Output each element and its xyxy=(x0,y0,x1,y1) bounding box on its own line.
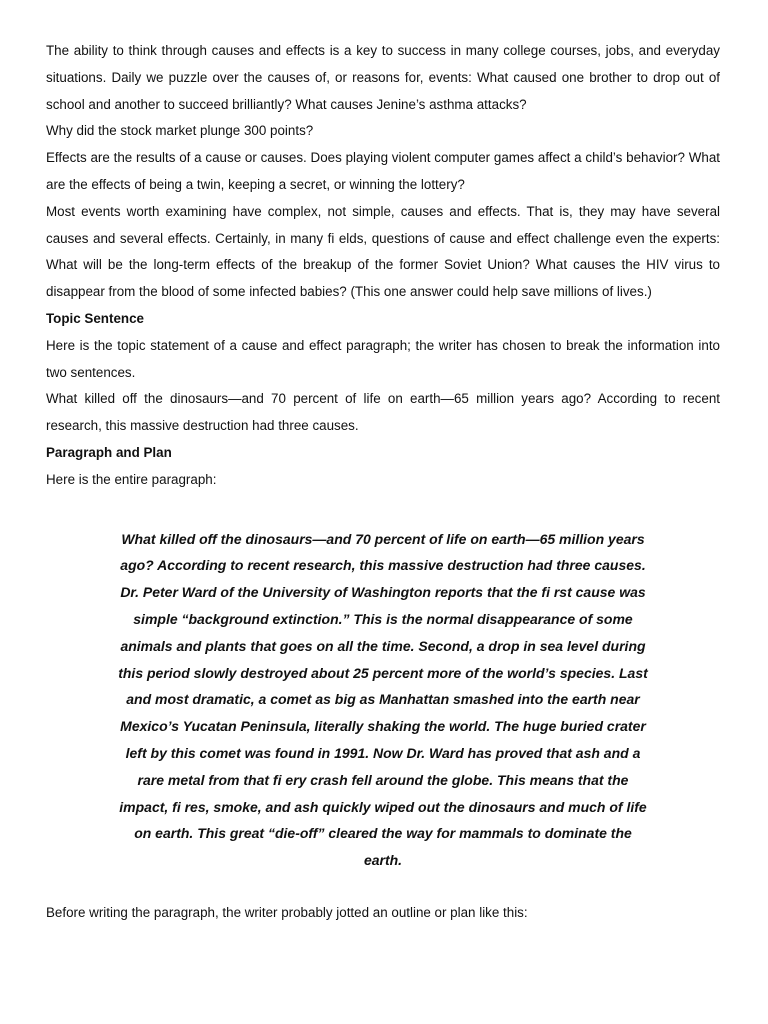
intro-paragraph-4: Most events worth examining have complex, not simple, causes and effects. That is, they may have several causes and several effects. Certainly, in many fi elds, questions of cause and effect challenge even the experts: What will be the long-term effects of the breakup of the former Soviet Union? What causes the HIV virus to disappear from the blood of some infected babies? (This one answer could help save millions of lives.) xyxy=(46,203,720,300)
example-paragraph-quote: What killed off the dinosaurs—and 70 percent of life on earth—65 million years ago? According to recent research, this massive destruction had three causes. Dr. Peter Ward of the University of Washington reports that the fi rst cause was simple “background extinction.” This is the normal disappearance of some animals and plants that goes on all the time. Second, a drop in sea level during this period slowly destroyed about 25 percent more of the world’s species. Last and most dramatic, a comet as big as Manhattan smashed into the earth near Mexico’s Yucatan Peninsula, literally shaking the world. The huge buried crater left by this comet was found in 1991. Now Dr. Ward has proved that ash and a rare metal from that fi ery crash fell around the globe. This means that the impact, fi res, smoke, and ash quickly wiped out the dinosaurs and much of life on earth. This great “die-off” cleared the way for mammals to dominate the earth. xyxy=(118,530,648,869)
topic-sentence-heading: Topic Sentence xyxy=(46,310,144,326)
topic-paragraph-2: What killed off the dinosaurs—and 70 percent of life on earth—65 million years ago? According to recent research, this massive destruction had three causes. xyxy=(46,391,720,434)
plan-intro: Here is the entire paragraph: xyxy=(46,471,217,487)
plan-after-text: Before writing the paragraph, the writer probably jotted an outline or plan like this: xyxy=(46,904,528,920)
intro-paragraph-2: Why did the stock market plunge 300 points? xyxy=(46,123,314,139)
paragraph-and-plan-heading: Paragraph and Plan xyxy=(46,444,172,460)
intro-paragraph-3: Effects are the results of a cause or causes. Does playing violent computer games affect a child’s behavior? What are the effects of being a twin, keeping a secret, or winning the lottery? xyxy=(46,150,720,192)
document-page xyxy=(46,38,720,927)
intro-paragraph-1: The ability to think through causes and effects is a key to success in many college courses, jobs, and everyday situations. Daily we puzzle over the causes of, or reasons for, events: What caused one brother to drop out of school and another to succeed brilliantly? What causes Jenine’s asthma attacks? xyxy=(46,43,720,112)
topic-paragraph-1: Here is the topic statement of a cause and effect paragraph; the writer has chosen to break the information into two sentences. xyxy=(46,337,720,380)
